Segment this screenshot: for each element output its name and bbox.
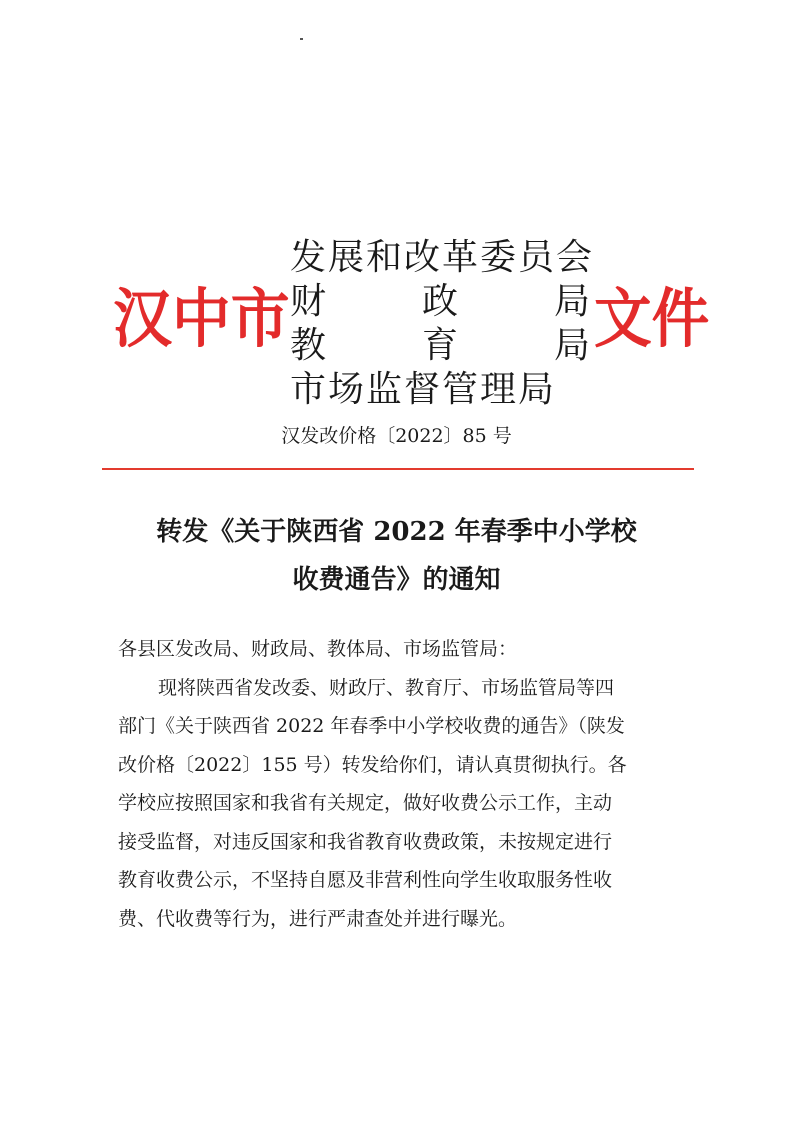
issuer-education-char-3: 局 bbox=[553, 325, 590, 366]
letterhead-doc-word: 文件 bbox=[594, 282, 710, 357]
red-divider bbox=[102, 468, 694, 470]
issuer-market-regulation: 市场监督管理局 bbox=[290, 369, 557, 410]
document-body bbox=[118, 630, 688, 938]
issuer-education bbox=[290, 324, 590, 368]
document-title bbox=[0, 508, 793, 604]
paragraph-line: 教育收费公示，不坚持自愿及非营利性向学生收取服务性收 bbox=[118, 869, 613, 891]
issuer-finance bbox=[290, 280, 590, 324]
paragraph-line: 现将陕西省发改委、财政厅、教育厅、市场监管局等四 bbox=[158, 676, 615, 699]
issuer-block bbox=[290, 236, 595, 412]
letterhead-city: 汉中市 bbox=[113, 282, 290, 357]
main-paragraph bbox=[118, 669, 688, 939]
issuer-finance-char-3: 局 bbox=[553, 281, 590, 322]
issuer-education-char-1: 教 bbox=[290, 325, 327, 366]
title-line-1: 转发《关于陕西省 2022 年春季中小学校 bbox=[156, 517, 637, 547]
paragraph-line: 接受监督，对违反国家和我省教育收费政策，未按规定进行 bbox=[118, 830, 613, 853]
issuer-education-char-2: 育 bbox=[421, 325, 458, 366]
issuer-ndrc: 发展和改革委员会 bbox=[290, 237, 595, 278]
document-number: 汉发改价格〔2022〕85 号 bbox=[281, 425, 512, 447]
title-line-2: 收费通告》的通知 bbox=[292, 565, 501, 595]
paragraph-line: 改价格〔2022〕155 号）转发给你们，请认真贯彻执行。各 bbox=[118, 753, 627, 776]
paragraph-line: 费、代收费等行为，进行严肃查处并进行曝光。 bbox=[118, 907, 518, 930]
salutation: 各县区发改局、财政局、教体局、市场监管局： bbox=[118, 638, 518, 660]
scan-speck bbox=[300, 38, 303, 40]
issuer-finance-char-1: 财 bbox=[290, 281, 327, 322]
paragraph-line: 部门《关于陕西省 2022 年春季中小学校收费的通告》（陕发 bbox=[118, 715, 625, 737]
paragraph-line: 学校应按照国家和我省有关规定，做好收费公示工作，主动 bbox=[118, 792, 613, 814]
issuer-finance-char-2: 政 bbox=[421, 281, 458, 322]
